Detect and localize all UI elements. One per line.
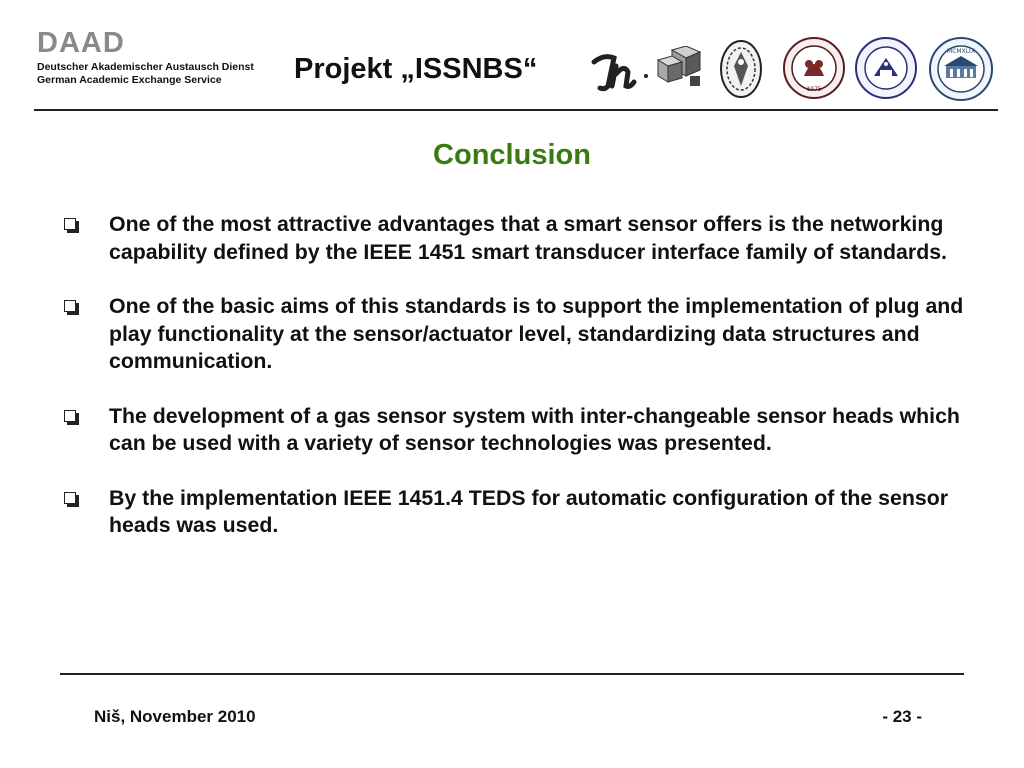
university-seal-logo-banja-luka: [854, 36, 918, 100]
daad-name-english: German Academic Exchange Service: [37, 74, 222, 86]
bullet-text: One of the basic aims of this standards is to support the implementation of plug and play functionality at the sensor/actuator level, standardizing data structures and communication.: [109, 294, 964, 373]
checkbox-bullet-icon: [64, 218, 76, 230]
bullet-item: [64, 403, 964, 458]
tu-logo: [590, 48, 652, 92]
checkbox-bullet-icon: [64, 492, 76, 504]
university-seal-logo-1975: [782, 36, 846, 100]
checkbox-bullet-icon: [64, 300, 76, 312]
partner-logos: [590, 36, 1010, 102]
cube-logo: [654, 46, 706, 90]
daad-name-german: Deutscher Akademischer Austausch Dienst: [37, 61, 254, 73]
daad-logo: DAAD: [37, 27, 125, 59]
footer-location-date: Niš, November 2010: [94, 707, 256, 726]
slide-title: Conclusion: [433, 139, 591, 171]
bullet-text: One of the most attractive advantages that a smart sensor offers is the networking capability defined by the IEEE 1451 smart transducer interface family of standards.: [109, 212, 947, 264]
bullet-item: [64, 293, 964, 376]
header-divider: [34, 109, 998, 111]
slide-header: [0, 0, 1024, 110]
svg-text:MCMXLIX: MCMXLIX: [947, 48, 975, 55]
bullet-item: [64, 485, 964, 540]
bullet-list: [64, 211, 964, 567]
university-seal-logo-mcmxlix: [928, 36, 994, 102]
footer-divider: [60, 673, 964, 675]
bullet-text: By the implementation IEEE 1451.4 TEDS for automatic configuration of the sensor heads was used.: [109, 485, 949, 537]
ornate-emblem-logo: [718, 38, 764, 100]
bullet-text: The development of a gas sensor system with inter-changeable sensor heads which can be used with a variety of sensor technologies was presented.: [109, 403, 960, 455]
svg-text:1975: 1975: [806, 86, 822, 93]
bullet-item: [64, 211, 964, 266]
checkbox-bullet-icon: [64, 410, 76, 422]
project-title: Projekt „ISSNBS“: [294, 53, 538, 85]
page-number: - 23 -: [882, 707, 922, 726]
